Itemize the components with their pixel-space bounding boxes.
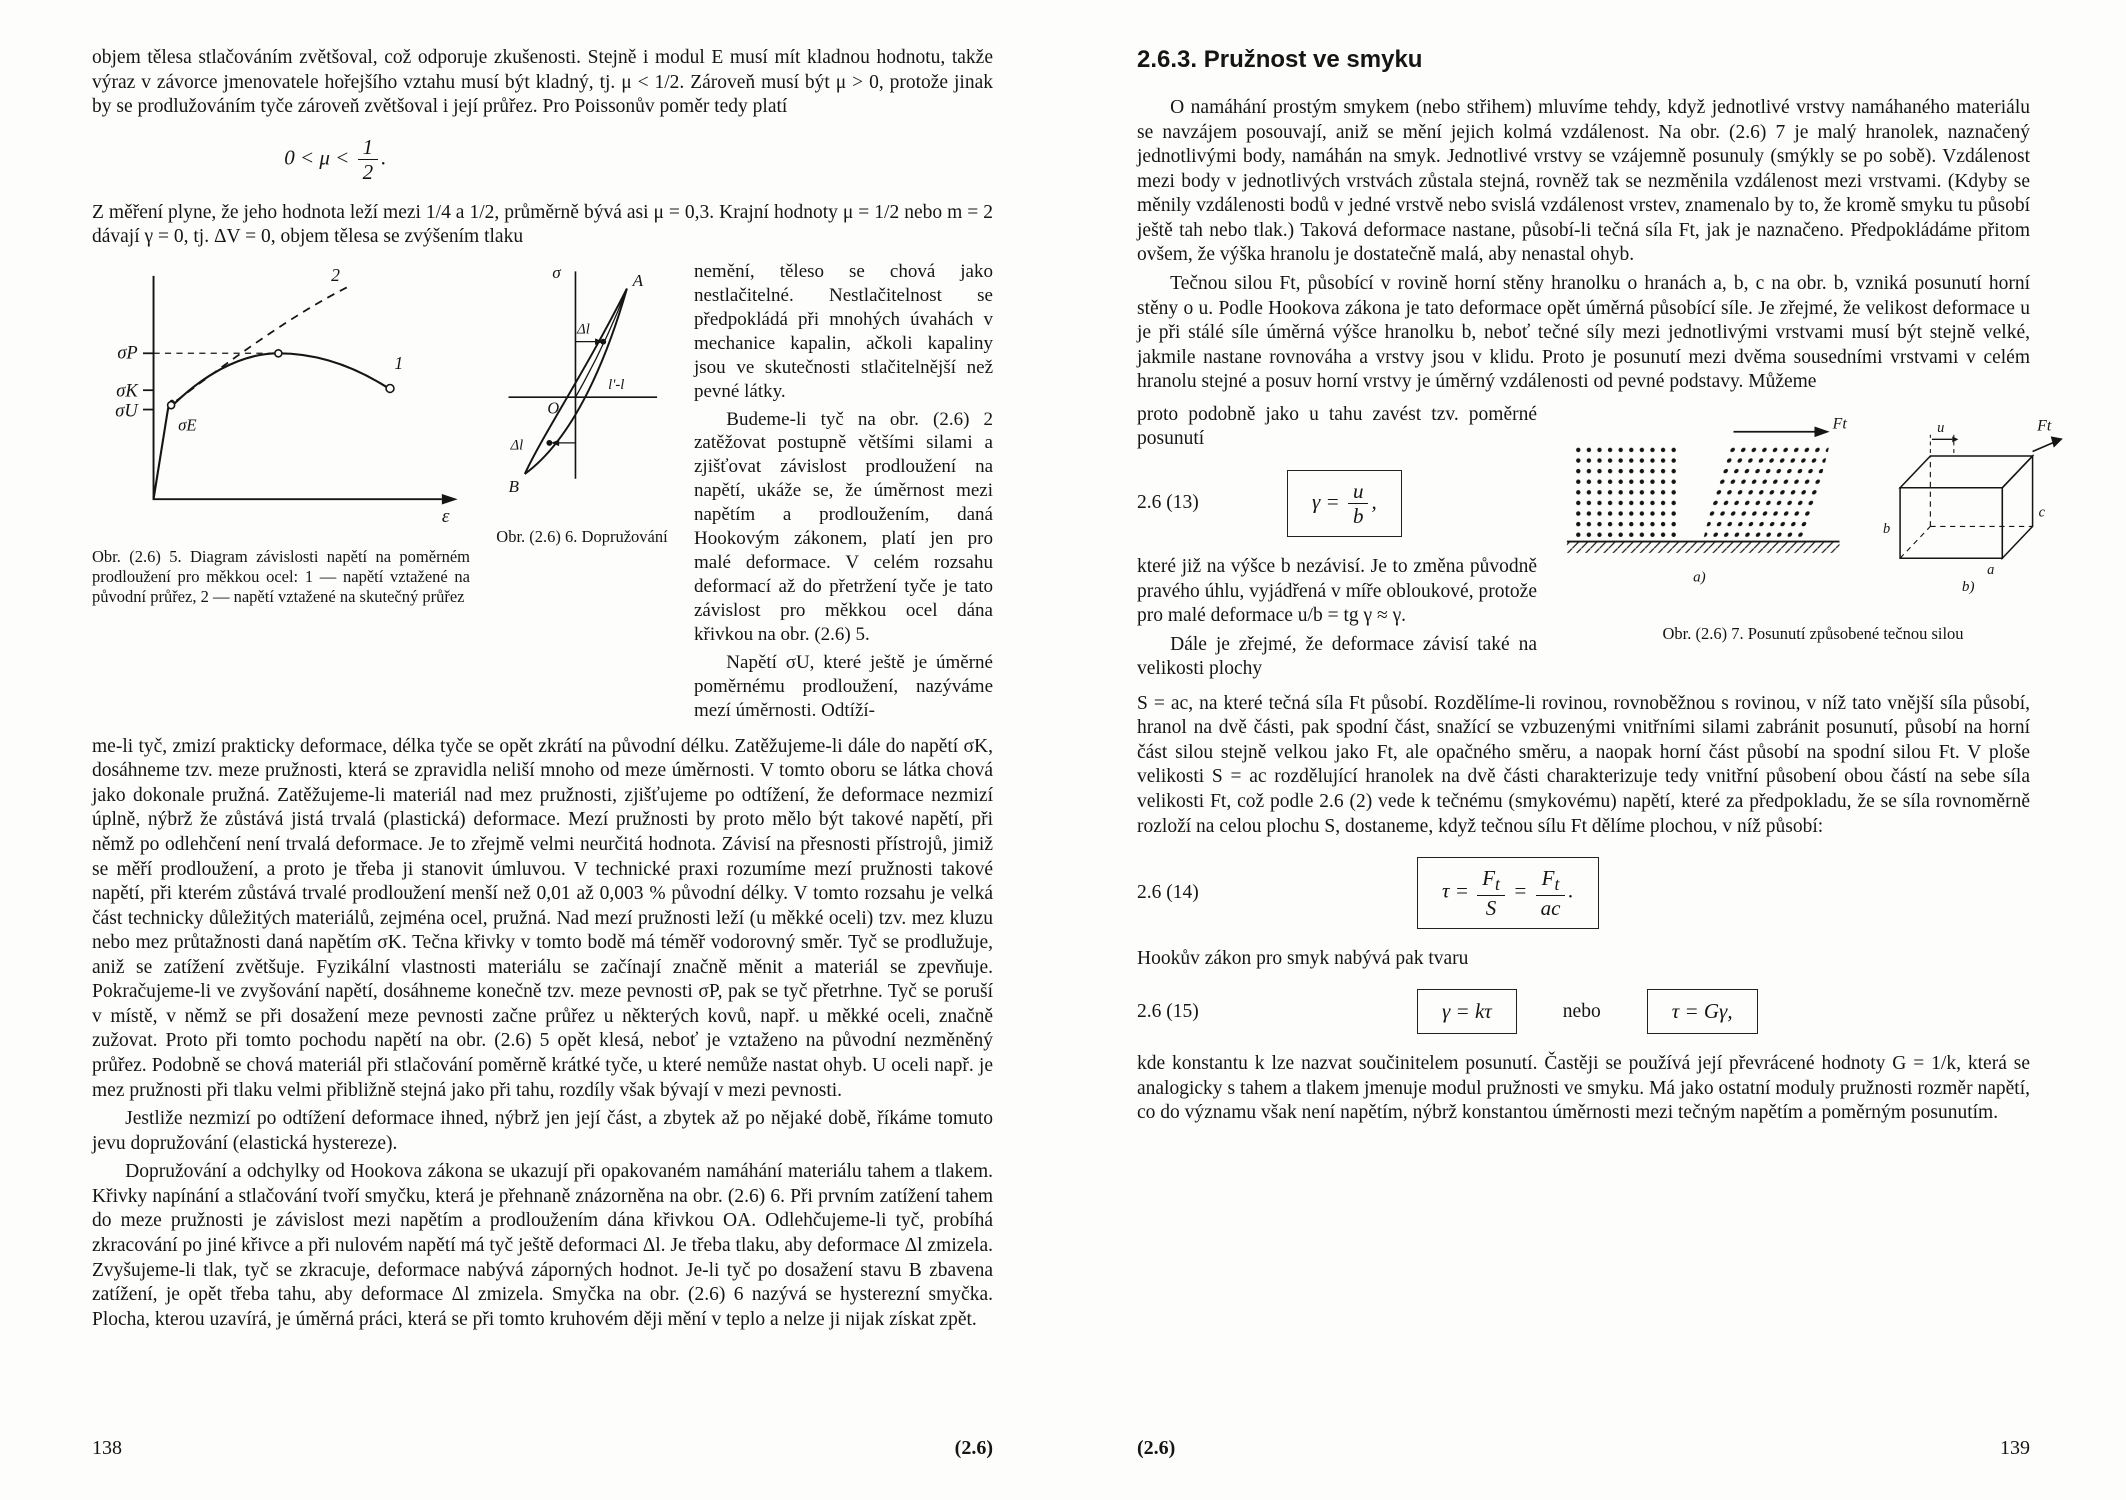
left-page-footer: [92, 1437, 993, 1460]
x-axis-arrow: [442, 494, 458, 505]
two-column-block: [1137, 403, 2052, 686]
figure-2-6-7-caption: Obr. (2.6) 7. Posunutí způsobené tečnou silou: [1662, 623, 1964, 643]
ft-arrow-a: [1815, 426, 1830, 437]
fraction-one-half: $\frac{1}{2}$: [358, 136, 379, 183]
label-curve-2: 2: [331, 265, 340, 286]
prism-undeformed-dots: [1575, 444, 1677, 539]
paragraph-tangential-force: Tečnou silou Ft, působící v rovině horní stěny hranolku o hranách a, b, c na obr. b, vzniká posunutí horní stěny o u. Podle Hookova zákona je tato deformace opět úměrná působící síle. Je zřejmé, že velikost deformace u je při stálé síle úměrná výšce hranolku b, neboť tečné síly mezi jednotlivými vrstvami musí být stejně velké, jakmile nastane rovnováha a vrstvy jsou v klidu. Proto je posunutí mezi dvěma sousedními vrstvami v celém hranolu stejné a posuv horní vrstvy je úměrný vzdálenosti od pevné podstavy. Můžeme: [1137, 272, 2030, 393]
shear-displacement-figure-svg: [1563, 403, 2063, 615]
equation-number-13: 2.6 (13): [1137, 492, 1199, 514]
paragraph-volume-modulus: objem tělesa stlačováním zvětšoval, což odporuje zkušenosti. Stejně i modul E musí mít kladnou hodnotu, takže výraz v závorce jmenovatele hořejšího vztahu musí být kladný, tj. μ < 1/2. Zároveň musí být μ > 0, protože jinak by se prodlužováním tyče zároveň zvětšoval i její průřez. Pro Poissonův poměr tedy platí: [92, 47, 993, 118]
ft-arrow-b: [2051, 436, 2063, 447]
figure-2-6-5-caption: Obr. (2.6) 5. Diagram závislosti napětí na poměrném prodloužení pro měkkou ocel: 1 — napětí vztažené na původní průřez, 2 — napětí vztažené na skutečný průřez: [92, 546, 470, 607]
label-sigma-axis: σ: [552, 262, 561, 282]
label-edge-a: a: [1987, 561, 1995, 578]
page-number-left: 138: [92, 1437, 122, 1459]
paragraph-hooke-shear: Hookův zákon pro smyk nabývá pak tvaru: [1137, 947, 1469, 969]
formula-2-6-15a-box: γ = kτ: [1417, 989, 1517, 1034]
label-sigma-k: σK: [116, 380, 138, 401]
u-arrow: [1952, 436, 1958, 442]
fraction-ft-over-ac: $\frac{F_t}{ac}$: [1536, 867, 1566, 919]
label-l-prime-l: l'-l: [608, 376, 625, 393]
paragraph-area-dependence: Dále je zřejmé, že deformace závisí také na velikosti plochy: [1137, 633, 1537, 680]
label-edge-c: c: [2038, 504, 2046, 521]
paragraph-relative-displacement: proto podobně jako u tahu zavést tzv. poměrné posunutí: [1137, 403, 1537, 450]
page-139: [1063, 0, 2126, 1500]
prism-sheared-dots: [1703, 444, 1829, 539]
paragraph-angle-change: které již na výšce b nezávisí. Je to změna původně pravého úhlu, vyjádřená v míře obloukové, protože pro malé deformace u/b = tg γ ≈ γ.: [1137, 555, 1537, 627]
formula-2-6-15-row: [1137, 989, 2030, 1034]
paragraph-hysteresis-loop: Dopružování a odchylky od Hookova zákona se ukazují při opakovaném namáhání materiálu tahem a tlakem. Křivky napínání a stlačování tvoří smyčku, která je přehnaně znázorněna na obr. (2.6) 6. Při prvním zatížení tahem do meze pružnosti je závislost mezi napětím a prodloužením dána křivkou OA. Odlehčujeme-li tyč, probíhá zkracování po jiné křivce a při nulovém napětí má tyč ještě deformaci Δl. Je třeba tlaku, aby deformace Δl zmizela. Zvyšujeme-li tlak, tyč se zkracuje, deformace nabývá záporných hodnot. Je-li tyč po dosažení stavu B zbavena zatížení, je opět třeba tahu, aby deformace Δl zmizela. Smyčka na obr. (2.6) 6 nazývá se hysterezní smyčka. Plocha, kterou uzavírá, je úměrná práci, která se při tomto kruhovém ději mění v teplo a nelze ji nijak získat zpět.: [92, 1161, 993, 1330]
figure-2-6-6-caption: Obr. (2.6) 6. Dopružování: [496, 526, 668, 546]
label-origin-o: O: [547, 398, 560, 418]
equation-number-14: 2.6 (14): [1137, 881, 1199, 903]
figure-2-6-5: [92, 260, 470, 607]
fraction-u-over-b: $\frac{u}{b}$: [1348, 480, 1369, 527]
label-point-b: B: [508, 476, 519, 496]
label-point-a: A: [632, 271, 644, 291]
label-sigma-e: σE: [178, 415, 197, 435]
label-ft-b: Ft: [2037, 417, 2052, 435]
narrow-text-column: [694, 260, 993, 727]
equation-number-15: 2.6 (15): [1137, 1000, 1199, 1022]
label-sigma-u: σU: [115, 400, 138, 421]
formula-2-6-13-row: [1137, 470, 1537, 537]
paragraph-shear-stress: S = ac, na které tečná síla Ft působí. Rozdělíme-li rovinou, rovnoběžnou s rovinou, v níž tato vnější síla působí, hranol na dvě části, pak spodní část, snažící se vzbuzenými vnitřními silami zabránit posunutí, působí na horní část silou stejně velkou jako Ft, ale opačného směru, a naopak horní část působí na spodní silou Ft. V ploše velikosti S = ac rozdělující hranolek na dvě části charakterizuje tedy vnitřní působení obou částí na sebe síla velikosti Ft, což podle 2.6 (2) vede k tečnému (smykovému) napětí, které za předpokladu, že se síla rovnoměrně rozloží na celou plochu S, dostaneme, když tečnou sílu Ft dělíme plochou, v níž působí:: [1137, 692, 2030, 837]
label-subfigure-a: a): [1693, 569, 1706, 586]
fraction-ft-over-s: $\frac{F_t}{S}$: [1477, 867, 1505, 919]
label-curve-1: 1: [394, 353, 404, 374]
paragraph-elastic-hysteresis: Jestliže nezmizí po odtížení deformace ihned, nýbrž jen její část, a zbytek až po nějaké době, říkáme tomuto jevu dopružování (elastická hystereze).: [92, 1108, 993, 1154]
formula-2-6-14-row: [1137, 857, 2030, 929]
formula-poisson-range: 0 < μ < $\frac{1}{2}$ .: [284, 134, 387, 184]
stress-strain-diagram-svg: [92, 260, 470, 538]
section-ref-right: (2.6): [1137, 1437, 1176, 1459]
label-sigma-p: σP: [117, 342, 138, 363]
label-delta-l-bottom: Δl: [510, 437, 524, 454]
cube-front-face: [1900, 488, 2002, 558]
label-delta-l-top: Δl: [577, 321, 590, 338]
paragraph-loading-rod: Budeme-li tyč na obr. (2.6) 2 zatěžovat postupně většími silami a zjišťovat závislost prodloužení na napětí, ukáže se, že úměrnost mezi napětím a prodloužením, daná Hookovým zákonem, platí jen pro malé deformace. V celém rozsahu deformací až do přetržení tyče je tato závislost pro měkkou ocel dána křivkou na obr. (2.6) 5.: [694, 408, 993, 645]
ground-hatching: [1567, 542, 1840, 553]
label-edge-b: b: [1883, 520, 1891, 537]
paragraph-measurement: Z měření plyne, že jeho hodnota leží mezi 1/4 a 1/2, průměrně bývá asi μ = 0,3. Krajní hodnoty μ = 1/2 nebo m = 2 dávají γ = 0, tj. ΔV = 0, objem tělesa se zvýšením tlaku: [92, 201, 993, 248]
figure-2-6-7: [1563, 403, 2063, 644]
label-ft-a: Ft: [1832, 415, 1847, 433]
section-heading: 2.6.3. Pružnost ve smyku: [1137, 46, 1423, 73]
paragraph-incompressible: nemění, těleso se chová jako nestlačitelné. Nestlačitelnost se předpokládá při mnohých úvahách v mechanice kapalin, ačkoli kapaliny jsou ve skutečnosti stlačitelnější než pevné látky.: [694, 260, 993, 402]
paragraph-shear-modulus: kde konstantu k lze nazvat součinitelem posunutí. Častěji se používá její převrácené hodnoty G = 1/k, která se analogicky s tahem a tlakem jmenuje modul pružnosti ve smyku. Má jako ostatní moduly pružnosti rozměr napětí, co do významu však není napětím, nýbrž konstantou úměrnosti mezi tečným napětím a poměrným posunutím.: [1137, 1053, 2030, 1124]
label-epsilon: ε: [441, 505, 450, 527]
label-subfigure-b: b): [1961, 578, 1975, 595]
hysteresis-loop-svg: [484, 260, 680, 518]
figure-row: [92, 260, 993, 727]
left-text-column: [1137, 403, 1537, 686]
formula-2-6-13-box: γ = $\frac{u}{b}$ ,: [1287, 470, 1402, 537]
cube-top-face: [1900, 456, 2033, 488]
paragraph-shear-intro: O namáhání prostým smykem (nebo střihem) mluvíme tehdy, když jednotlivé vrstvy namáhaného materiálu se navzájem posouvají, aniž se mění jejich kolmá vzdálenost. Na obr. (2.6) 7 je malý hranolek, naznačený jednotlivými body, namáhán na smyk. Jednotlivé vrstvy se vzájemně posunuly (smýkly se po sobě). Vzdálenost mezi body v jednotlivých vrstvách zůstala stejná, rovněž tak se nezměnila vzdálenost mezi vrstvami. (Kdyby se měnily vzdálenosti bodů v jedné vrstvě nebo svislá vzdálenost vrstev, znamenalo by to, že kromě smyku tu působí ještě tah nebo tlak.) Taková deformace nastane, působí-li tečná síla Ft, jak je naznačeno. Předpokládáme přitom ovšem, že výška hranolu je dostatečně malá, aby nenastal ohyb.: [1137, 97, 2030, 266]
section-ref-left: (2.6): [954, 1437, 993, 1459]
paragraph-elastic-limit: me-li tyč, zmizí prakticky deformace, délka tyče se opět zkrátí na původní délku. Zatěžujeme-li dále do napětí σK, dosáhneme tzv. meze pružnosti, která se zpravidla neliší mnoho od meze úměrnosti. V tomto oboru se látka chová jako dokonale pružná. Zatěžujeme-li materiál nad mez pružnosti, zjišťujeme po odtížení, že deformace nezmizí úplně, nýbrž že zůstává jistá trvalá (plastická) deformace. Mezí pružnosti by proto mělo být takové napětí, při němž po odlehčení není trvalá deformace. Je to zřejmě velmi neurčitá hodnota. Závisí na přesnosti přístrojů, jimiž se měří prodloužení, a proto je třeba ji stanovit úmluvou. V technické praxi rozumíme mezí pružnosti takové napětí, při kterém zůstává trvalé prodloužení menší než 0,01 až 0,003 % původní délky. V tomto rozsahu je velká část technicky důležitých materiálů, zejména ocel, pružná. Nad mezí pružnosti leží (u měkké oceli) tzv. mez kluzu nebo mez průtažnosti daná napětím σK. Tečna křivky v tomto bodě má téměř vodorovný směr. Tyč se prodlužuje, aniž se zatížení zvětšuje. Fyzikální vlastnosti materiálu se začínají značně měnit a materiál se zpevňuje. Pokračujeme-li ve zvyšování napětí, dosáhneme konečně tzv. meze pevnosti σP, pak se tyč přetrhne. Tyč se poruší v místě, v němž se při dosažení meze pevnosti začne průřez u některých kovů, např. u měkké oceli, značně zužovat. Proto při tomto pochodu napětí na obr. (2.6) 5 opět klesá, neboť je vztaženo na původní nezměněný průřez. Podobně se chová materiál při stlačování poměrně krátké tyče, u které nemůže nastat ohyb. U oceli např. je mez pružnosti při tlaku velmi přibližně stejná jako při tahu, rozdíly však bývají v mezi pevnosti.: [92, 735, 993, 1101]
label-u: u: [1937, 419, 1945, 436]
right-page-footer: [1137, 1437, 2030, 1460]
figure-2-6-6: [484, 260, 680, 547]
word-nebo: nebo: [1562, 1000, 1601, 1022]
formula-2-6-15b-box: τ = Gγ,: [1647, 989, 1758, 1034]
formula-poisson-lhs: 0 < μ <: [284, 145, 350, 170]
curve-2-dashed: [176, 286, 348, 400]
formula-2-6-14-box: τ = $\frac{F_t}{S}$ = $\frac{F_t}{ac}$ .: [1417, 857, 1599, 929]
paragraph-proportionality-limit: Napětí σU, které ještě je úměrné poměrnému prodloužení, nazýváme mezí úměrnosti. Odtíží-: [694, 651, 993, 721]
cube-right-face: [2002, 456, 2032, 558]
page-number-right: 139: [2000, 1437, 2030, 1459]
